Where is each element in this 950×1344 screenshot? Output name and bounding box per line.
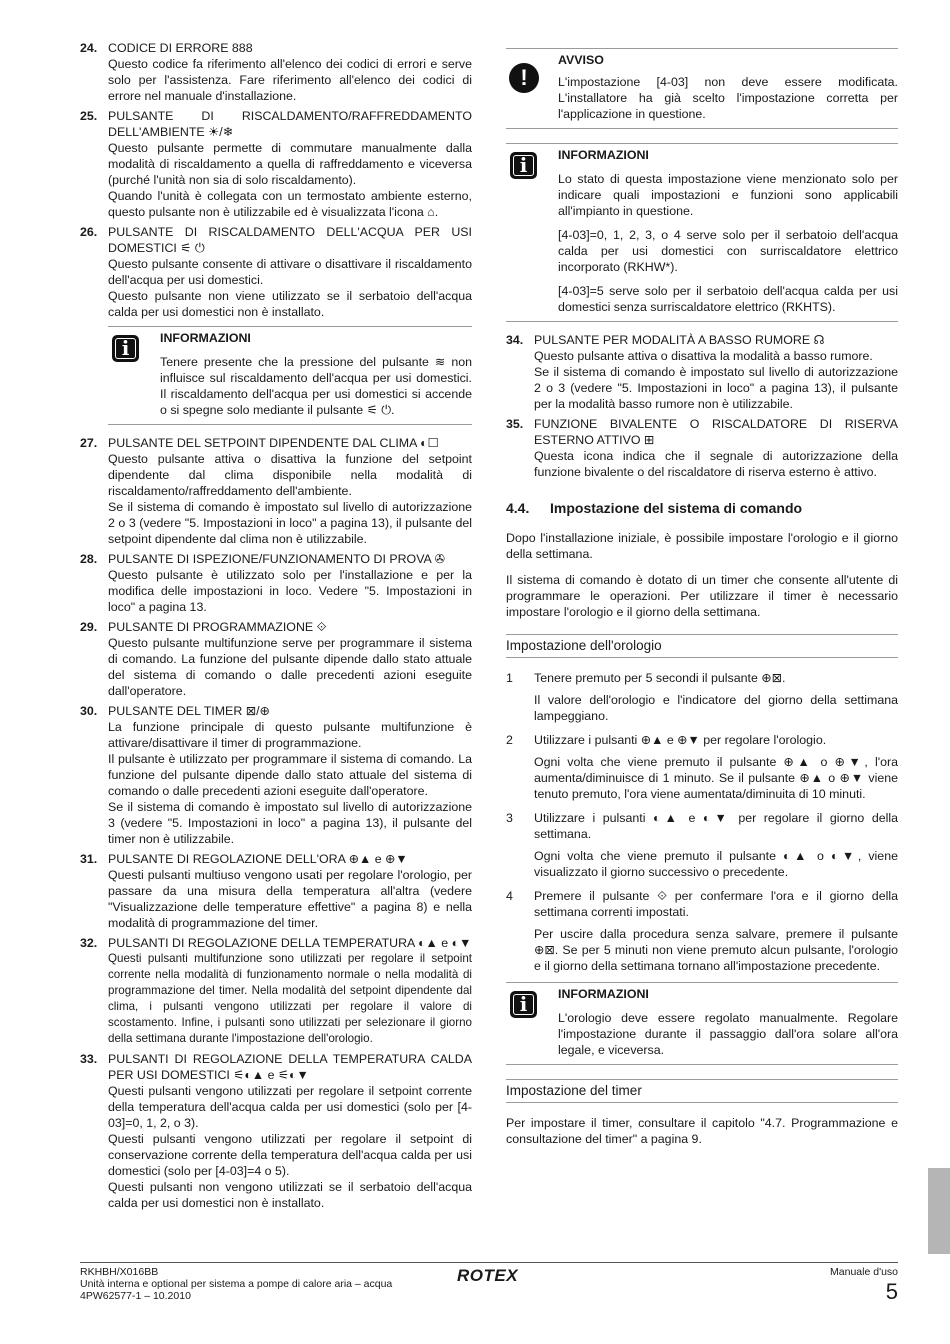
footer-manual: Manuale d'uso	[830, 1266, 898, 1278]
list-item	[80, 40, 472, 104]
list-item	[80, 435, 472, 547]
step-paragraph: Ogni volta che viene premuto il pulsante ⊕▲ o ⊕▼, l'ora aumenta/diminuisce di 1 minuto. Se il pulsante ⊕▲ o ⊕▼ viene tenuto premuto, l'ora viene aumentata/diminuita di 10 minuti.	[534, 755, 898, 801]
item-title: PULSANTE DEL SETPOINT DIPENDENTE DAL CLIMA ◐☐	[108, 436, 439, 450]
item-paragraph: Se il sistema di comando è impostato sul livello di autorizzazione 2 o 3 (vedere "5. Impostazioni in loco" a pagina 13), il pulsante per la modalità basso rumore non è utilizzabile.	[534, 365, 898, 411]
info-box-right-top	[506, 143, 898, 322]
item-paragraph: Se il sistema di comando è impostato sul livello di autorizzazione 3 (vedere "5. Impostazioni in loco" a pagina 13), il pulsante del timer non è utilizzabile.	[108, 800, 472, 846]
item-title: PULSANTE DI REGOLAZIONE DELL'ORA ⊕▲ e ⊕▼	[108, 852, 408, 866]
item-paragraph: Questo pulsante è utilizzato solo per l'installazione e per la modifica delle impostazioni in loco. Vedere "5. Impostazioni in loco" a pagina 13.	[108, 568, 472, 614]
step-paragraph: Utilizzare i pulsanti ◐▲ e ◐▼ per regolare il giorno della settimana.	[534, 811, 898, 841]
info-icon: i	[510, 152, 537, 179]
item-paragraph: Questi pulsanti non vengono utilizzati se il serbatoio dell'acqua calda per usi domestici non è installato.	[108, 1180, 472, 1210]
info-box-text: L'orologio deve essere regolato manualmente. Regolare l'impostazione durante il passaggio dall'ora solare all'ora legale, e viceversa.	[558, 1011, 898, 1057]
step-paragraph: Il valore dell'orologio e l'indicatore del giorno della settimana lampeggiano.	[534, 693, 898, 723]
left-column	[80, 40, 472, 1215]
info-box-title: INFORMAZIONI	[558, 148, 649, 162]
item-paragraph: Questo codice fa riferimento all'elenco dei codici di errori e serve solo per l'assistenza. Fare riferimento all'elenco dei codici di errore nel manuale d'installazione.	[108, 57, 472, 103]
list-item	[80, 224, 472, 320]
section-number: 4.4.	[506, 500, 530, 516]
paragraph: Per impostare il timer, consultare il capitolo "4.7. Programmazione e consultazione del timer" a pagina 9.	[506, 1116, 898, 1146]
step-paragraph: Premere il pulsante ⟐ per confermare l'ora e il giorno della settimana correnti impostati.	[534, 889, 898, 919]
item-number: 35.	[506, 417, 524, 431]
section-heading	[506, 500, 898, 516]
step-number: 1	[506, 671, 513, 685]
item-number: 27.	[80, 436, 98, 450]
item-number: 28.	[80, 552, 98, 566]
warning-icon: !	[509, 63, 539, 93]
step-number: 3	[506, 811, 513, 825]
item-paragraph: Questo pulsante non viene utilizzato se il serbatoio dell'acqua calda per usi domestici non è installato.	[108, 289, 472, 319]
item-paragraph: Questo pulsante permette di commutare manualmente dalla modalità di riscaldamento a quella di raffreddamento e viceversa (purché l'unità non sia di solo riscaldamento).	[108, 141, 472, 187]
list-item	[80, 551, 472, 615]
step-item	[506, 810, 898, 880]
item-number: 33.	[80, 1052, 98, 1066]
info-box-left	[108, 326, 472, 425]
step-item	[506, 732, 898, 802]
item-paragraph: Questi pulsanti vengono utilizzati per regolare il setpoint di conservazione corrente della temperatura dell'acqua calda per usi domestici (solo per [4-03]=4 o 5).	[108, 1132, 472, 1178]
item-number: 30.	[80, 704, 98, 718]
list-item	[80, 108, 472, 220]
item-paragraph: Questo pulsante multifunzione serve per programmare il sistema di comando. La funzione del pulsante dipende dallo stato attuale del sistema di comando o dalle precedenti azioni eseguite dall'operatore.	[108, 636, 472, 698]
step-paragraph: Utilizzare i pulsanti ⊕▲ e ⊕▼ per regolare l'orologio.	[534, 733, 827, 747]
paragraph: Il sistema di comando è dotato di un timer che consente all'utente di programmare le operazioni. Per utilizzare il timer è necessario impostare l'orologio e il giorno della settimana.	[506, 573, 898, 619]
step-paragraph: Per uscire dalla procedura senza salvare, premere il pulsante ⊕⊠. Se per 5 minuti non viene premuto alcun pulsante, l'orologio e il giorno della settimana tornano all'impostazione precedente.	[534, 927, 898, 973]
step-number: 4	[506, 889, 513, 903]
step-item	[506, 888, 898, 974]
item-title: PULSANTI DI REGOLAZIONE DELLA TEMPERATURA ◐▲ e ◐▼	[108, 936, 472, 950]
list-item	[80, 1051, 472, 1211]
item-title: PULSANTE DI PROGRAMMAZIONE ⟐	[108, 620, 327, 634]
info-box-right-bottom	[506, 982, 898, 1065]
info-box-text: [4-03]=5 serve solo per il serbatoio dell'acqua calda per usi domestici senza surriscaldatore elettrico (RKHTS).	[558, 284, 898, 314]
item-paragraph: Questo pulsante consente di attivare o disattivare il riscaldamento dell'acqua per usi domestici.	[108, 257, 472, 287]
item-number: 29.	[80, 620, 98, 634]
item-number: 26.	[80, 225, 98, 239]
list-item	[506, 416, 898, 480]
step-paragraph: Ogni volta che viene premuto il pulsante ◐▲ o ◐▼, viene visualizzato il giorno successivo o precedente.	[534, 849, 898, 879]
step-number: 2	[506, 733, 513, 747]
item-number: 34.	[506, 333, 524, 347]
item-title: FUNZIONE BIVALENTE O RISCALDATORE DI RISERVA ESTERNO ATTIVO ⊞	[534, 417, 898, 447]
item-title: PULSANTI DI REGOLAZIONE DELLA TEMPERATURA CALDA PER USI DOMESTICI ⚟◐▲ e ⚟◐▼	[108, 1052, 472, 1082]
info-box-text: [4-03]=0, 1, 2, 3, o 4 serve solo per il serbatoio dell'acqua calda per usi domestici con surriscaldatore elettrico incorporato (RKHW*).	[558, 228, 898, 274]
item-paragraph: Questo pulsante attiva o disattiva la funzione del setpoint dipendente dal clima disponibile nella modalità di riscaldamento/raffreddamento dell'ambiente.	[108, 452, 472, 498]
item-paragraph: Questo pulsante attiva o disattiva la modalità a basso rumore.	[534, 349, 873, 363]
item-title: PULSANTE PER MODALITÀ A BASSO RUMORE ☊	[534, 333, 825, 347]
list-item	[506, 332, 898, 412]
item-title: PULSANTE DI RISCALDAMENTO DELL'ACQUA PER USI DOMESTICI ⚟ ⏻	[108, 225, 472, 255]
list-item	[80, 619, 472, 699]
item-paragraph: La funzione principale di questo pulsante multifunzione è attivare/disattivare il timer di programmazione.	[108, 720, 472, 750]
right-column	[506, 40, 898, 1157]
list-item	[80, 851, 472, 931]
footer-model: RKHBH/X016BB	[80, 1266, 159, 1278]
list-item	[80, 935, 472, 1047]
warning-box	[506, 48, 898, 129]
info-box-text: Lo stato di questa impostazione viene menzionato solo per indicare quali impostazioni e funzioni sono applicabili all'impianto in questione.	[558, 172, 898, 218]
footer-left	[80, 1266, 392, 1302]
item-paragraph: Questa icona indica che il segnale di autorizzazione della funzione bivalente o del riscaldatore di riserva esterno è attivo.	[534, 449, 898, 479]
footer-divider	[80, 1262, 898, 1263]
item-paragraph: Questi pulsanti multiuso vengono usati per regolare l'orologio, per passare da una misura della temperatura all'altra (vedere "Visualizzazione delle temperature effettive" a pagina 8) e nella modalità di programmazione del timer.	[108, 868, 472, 930]
item-paragraph: Se il sistema di comando è impostato sul livello di autorizzazione 2 o 3 (vedere "5. Impostazioni in loco" a pagina 13), il pulsante del setpoint dipendente dal clima non è utilizzabile.	[108, 500, 472, 546]
step-paragraph: Tenere premuto per 5 secondi il pulsante ⊕⊠.	[534, 671, 786, 685]
list-item	[80, 703, 472, 847]
footer-description: Unità interna e optional per sistema a pompe di calore aria – acqua	[80, 1278, 393, 1290]
item-title: CODICE DI ERRORE 888	[108, 41, 253, 55]
item-paragraph: Questi pulsanti vengono utilizzati per regolare il setpoint corrente della temperatura dell'acqua calda per usi domestici (solo per [4-03]=0, 1, 2, o 3).	[108, 1084, 472, 1130]
item-number: 25.	[80, 109, 98, 123]
info-box-title: INFORMAZIONI	[160, 331, 251, 345]
warning-box-title: AVVISO	[558, 53, 604, 67]
footer-right	[830, 1266, 898, 1304]
subheading-clock: Impostazione dell'orologio	[506, 634, 898, 658]
info-box-text: Tenere presente che la pressione del pulsante ≋ non influisce sul riscaldamento dell'acqua per usi domestici. Il riscaldamento dell'acqua per usi domestici si accende o si spegne solo mediante il pulsante ⚟ ⏻.	[160, 355, 472, 417]
item-number: 24.	[80, 41, 98, 55]
footer-docnum: 4PW62577-1 – 10.2010	[80, 1290, 191, 1302]
info-icon: i	[112, 335, 139, 362]
item-title: PULSANTE DI RISCALDAMENTO/RAFFREDDAMENTO DELL'AMBIENTE ☀/❄	[108, 109, 472, 139]
step-item	[506, 670, 898, 724]
item-title: PULSANTE DEL TIMER ⊠/⊕	[108, 704, 270, 718]
brand-logo: ROTEX	[457, 1266, 519, 1285]
item-number: 31.	[80, 852, 98, 866]
warning-box-text: L'impostazione [4-03] non deve essere modificata. L'installatore ha già scelto l'impostazione corretta per l'applicazione in questione.	[558, 75, 898, 121]
paragraph: Dopo l'installazione iniziale, è possibile impostare l'orologio e il giorno della settimana.	[506, 531, 898, 561]
item-paragraph: Quando l'unità è collegata con un termostato ambiente esterno, questo pulsante non è utilizzabile ed è visualizzata l'icona ⌂.	[108, 189, 472, 219]
info-box-title: INFORMAZIONI	[558, 987, 649, 1001]
page-number: 5	[885, 1279, 898, 1304]
chapter-tab	[928, 1168, 950, 1254]
item-number: 32.	[80, 936, 98, 950]
item-title: PULSANTE DI ISPEZIONE/FUNZIONAMENTO DI PROVA ✇	[108, 552, 445, 566]
info-icon: i	[510, 991, 537, 1018]
subheading-timer: Impostazione del timer	[506, 1079, 898, 1103]
item-paragraph: Questi pulsanti multifunzione sono utilizzati per regolare il setpoint corrente nella modalità di funzionamento normale o nella modalità di programmazione del timer. Nella modalità del setpoint dipendente dal clima, i pulsanti vengono utilizzati per regolare il valore di scostamento. Infine, i pulsanti sono utilizzati per selezionare il giorno della settimana durante l'impostazione dell'orologio.	[108, 952, 472, 1045]
section-title: Impostazione del sistema di comando	[550, 500, 803, 516]
item-paragraph: Il pulsante è utilizzato per programmare il sistema di comando. La funzione del pulsante dipende dallo stato attuale del sistema di comando o dalle precedenti azioni eseguite dall'operatore.	[108, 752, 472, 798]
